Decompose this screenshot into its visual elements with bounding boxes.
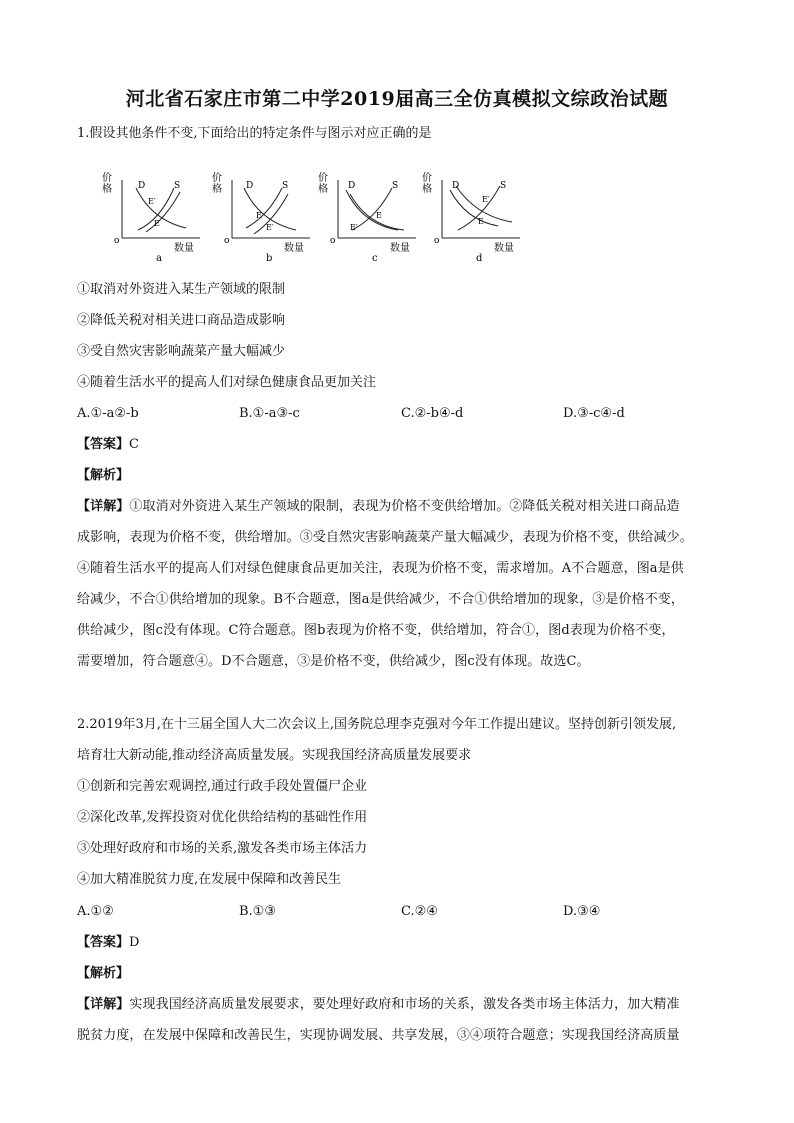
- q1-stem: 1.假设其他条件不变,下面给出的特定条件与图示对应正确的是: [77, 126, 432, 141]
- graph-b-origin: o: [224, 236, 230, 246]
- q1-item-3: ③受自然灾害影响蔬菜产量大幅减少: [77, 344, 286, 359]
- graph-d-s-label: S: [500, 181, 507, 191]
- q2-stem-line-2: 培育壮大新动能,推动经济高质量发展。实现我国经济高质量发展要求: [77, 748, 472, 763]
- graph-d-demand-curve: [450, 190, 498, 226]
- graph-d-origin: o: [434, 236, 440, 246]
- q2-option-d[interactable]: D.③④: [563, 904, 601, 919]
- q1-detail-line-2: 成影响，表现为价格不变，供给增加。③受自然灾害影响蔬菜产量大幅减少，表现为价格不变，供给减少。: [77, 530, 693, 545]
- q2-analysis-tag: 【解析】: [77, 966, 130, 981]
- q1-analysis-tag: 【解析】: [77, 468, 130, 483]
- q1-detail-tag: 【详解】: [77, 499, 130, 514]
- q1-item-4: ④随着生活水平的提高人们对绿色健康食品更加关注: [77, 375, 377, 390]
- graph-d-ylabel-1: 价: [422, 173, 432, 184]
- graph-d-e-label: E: [478, 217, 484, 226]
- graph-a-e-label: E: [154, 219, 160, 228]
- q1-answer-value: C: [129, 437, 139, 452]
- graph-c-e-label: E: [376, 211, 382, 220]
- q1-option-c[interactable]: C.②-b④-d: [401, 406, 464, 421]
- q2-item-4: ④加大精准脱贫力度,在发展中保障和改善民生: [77, 872, 342, 887]
- graph-d-demand-curve-2: [456, 186, 512, 222]
- q2-option-b[interactable]: B.①③: [239, 904, 276, 919]
- q1-option-a[interactable]: A.①-a②-b: [77, 406, 139, 421]
- graph-c: [316, 168, 426, 268]
- q1-detail-line-4: 给减少，不合①供给增加的现象。B不合题意，图a是供给减少，不合①供给增加的现象，③是价格不变，: [77, 592, 685, 607]
- graph-b-d-label: D: [246, 181, 254, 191]
- graph-c-ylabel-2: 格: [318, 184, 328, 195]
- q2-answer: [77, 935, 139, 951]
- graph-a-origin: o: [114, 236, 120, 246]
- q1-item-2: ②降低关税对相关进口商品造成影响: [77, 313, 286, 328]
- q2-option-c[interactable]: C.②④: [401, 904, 438, 919]
- document-title: 河北省石家庄市第二中学2019届高三全仿真模拟文综政治试题: [125, 88, 669, 110]
- q2-item-1: ①创新和完善宏观调控,通过行政手段处置僵尸企业: [77, 779, 368, 794]
- graph-d: [420, 168, 530, 268]
- q2-answer-value: D: [129, 935, 140, 950]
- graph-d-e2-label: E′: [482, 195, 490, 204]
- graph-b-s-label: S: [282, 181, 289, 191]
- graph-b-letter: b: [266, 253, 273, 264]
- graph-b-ylabel-1: 价: [212, 173, 222, 184]
- graph-c-e2-label: E′: [350, 223, 358, 232]
- q1-item-1: ①取消对外资进入某生产领域的限制: [77, 282, 286, 297]
- q1-detail-line-6: 需要增加，符合题意④。D不合题意，③是价格不变，供给减少，图c没有体现。故选C。: [77, 654, 590, 669]
- q2-detail-line-2: 脱贫力度，在发展中保障和改善民生，实现协调发展、共享发展，③④项符合题意；实现我国经济高质量: [77, 1028, 680, 1043]
- graph-a: [100, 168, 210, 268]
- graph-a-s-label: S: [174, 181, 181, 191]
- graph-b-e-label: E: [256, 211, 262, 220]
- graph-b-xlabel: 数量: [284, 243, 304, 254]
- q2-detail-tag: 【详解】: [77, 997, 130, 1012]
- graph-d-letter: d: [476, 253, 483, 264]
- graph-c-s-label: S: [392, 181, 399, 191]
- graph-b-ylabel-2: 格: [212, 184, 222, 195]
- graph-d-xlabel: 数量: [494, 243, 514, 254]
- q2-detail-line-1: [77, 997, 680, 1013]
- graph-a-d-label: D: [138, 181, 146, 191]
- graph-b-supply-curve-1: [246, 188, 282, 228]
- q1-answer: [77, 437, 139, 453]
- graph-a-e2-label: E′: [148, 197, 156, 206]
- q1-answer-tag: 【答案】: [77, 437, 130, 452]
- q1-detail-text-1: ①取消对外资进入某生产领域的限制，表现为价格不变供给增加。②降低关税对相关进口商品造: [129, 499, 680, 514]
- graph-c-ylabel-1: 价: [318, 173, 328, 184]
- q1-option-b[interactable]: B.①-a③-c: [239, 406, 300, 421]
- graph-b-e2-label: E′: [266, 223, 274, 232]
- graph-c-xlabel: 数量: [390, 243, 410, 254]
- q2-answer-tag: 【答案】: [77, 935, 130, 950]
- q1-detail-line-1: [77, 499, 680, 515]
- q1-detail-line-3: ④随着生活水平的提高人们对绿色健康食品更加关注，表现为价格不变，需求增加。A不合题意，图a是供: [77, 561, 684, 576]
- graph-d-d-label: D: [452, 181, 460, 191]
- graph-c-d-label: D: [348, 181, 356, 191]
- q2-stem-line-1: 2.2019年3月,在十三届全国人大二次会议上,国务院总理李克强对今年工作提出建议。坚持创新引领发展,: [77, 717, 677, 732]
- graph-a-xlabel: 数量: [174, 243, 194, 254]
- graph-a-letter: a: [156, 253, 162, 264]
- q2-item-3: ③处理好政府和市场的关系,激发各类市场主体活力: [77, 841, 368, 856]
- graph-c-origin: o: [330, 236, 336, 246]
- q1-option-d[interactable]: D.③-c④-d: [563, 406, 625, 421]
- graph-a-ylabel-2: 格: [102, 184, 112, 195]
- graph-c-letter: c: [372, 253, 378, 264]
- q2-detail-text-1: 实现我国经济高质量发展要求，要处理好政府和市场的关系，激发各类市场主体活力，加大精准: [129, 997, 680, 1012]
- q2-item-2: ②深化改革,发挥投资对优化供给结构的基础性作用: [77, 810, 368, 825]
- q1-detail-line-5: 供给减少，图c没有体现。C符合题意。图b表现为价格不变，供给增加，符合①，图d表现为价格不变，: [77, 623, 675, 638]
- graph-a-ylabel-1: 价: [102, 173, 112, 184]
- graph-b: [210, 168, 320, 268]
- q2-option-a[interactable]: A.①②: [77, 904, 114, 919]
- graph-d-ylabel-2: 格: [422, 184, 432, 195]
